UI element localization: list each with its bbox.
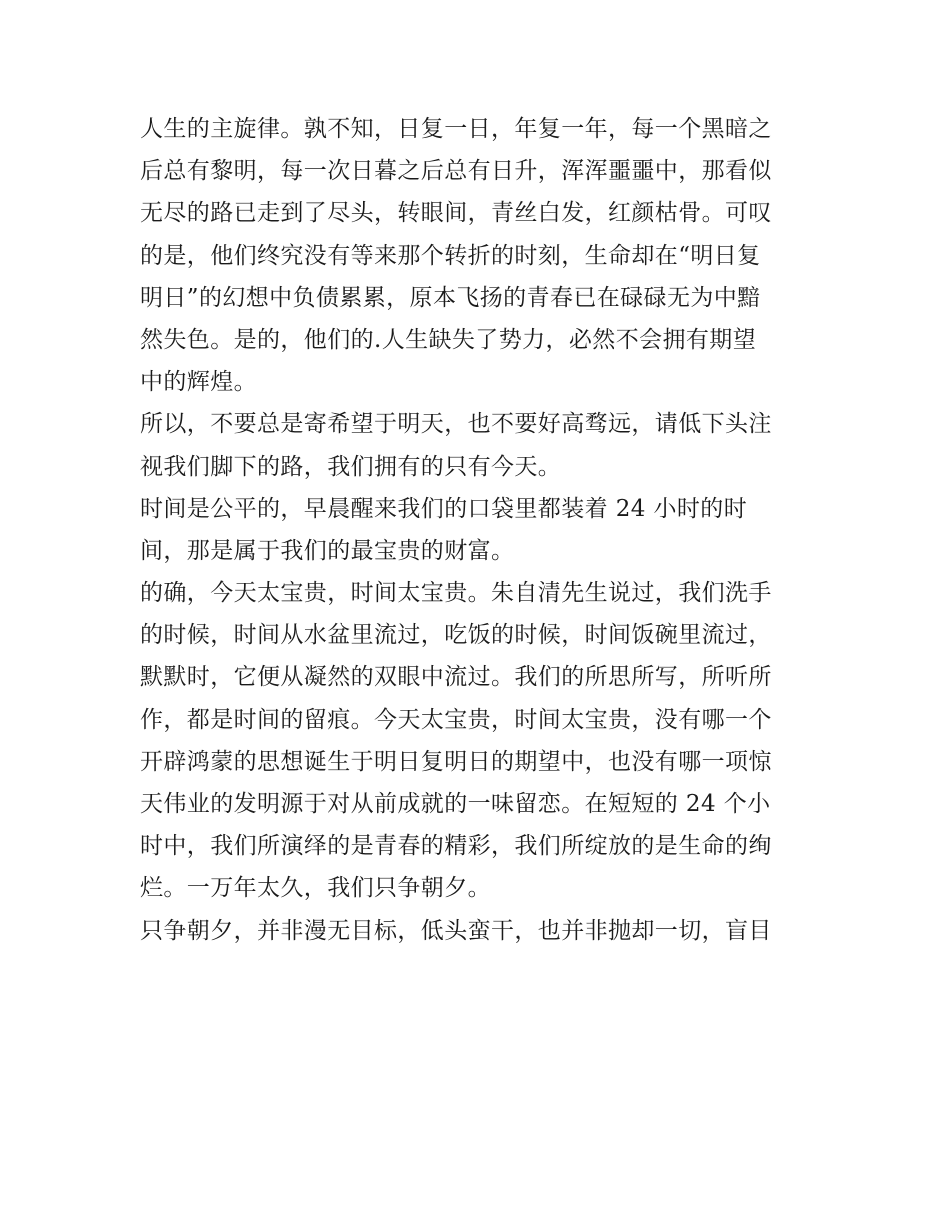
text-line: 然失色。是的，他们的.人生缺失了势力，必然不会拥有期望	[140, 326, 757, 353]
text-line: 默默时，它便从凝然的双眼中流过。我们的所思所写，所听所	[140, 664, 772, 691]
text-line: 明日”的幻想中负债累累，原本飞扬的青春已在碌碌无为中黯	[140, 284, 761, 311]
text-line: 只争朝夕，并非漫无目标，低头蛮干，也并非抛却一切，盲目	[140, 917, 772, 944]
text-line: 的是，他们终究没有等来那个转折的时刻，生命却在“明日复	[140, 242, 761, 269]
text-line: 视我们脚下的路，我们拥有的只有今天。	[140, 453, 562, 480]
text-line: 间，那是属于我们的最宝贵的财富。	[140, 537, 515, 564]
text-line: 人生的主旋律。孰不知，日复一日，年复一年，每一个黑暗之	[140, 116, 772, 142]
text-line: 作，都是时间的留痕。今天太宝贵，时间太宝贵，没有哪一个	[140, 706, 772, 733]
text-line: 后总有黎明，每一次日暮之后总有日升，浑浑噩噩中，那看似	[140, 158, 772, 185]
text-line: 的确，今天太宝贵，时间太宝贵。朱自清先生说过，我们洗手	[140, 580, 772, 607]
text-line: 天伟业的发明源于对从前成就的一味留恋。在短短的 24 个小	[140, 791, 771, 817]
text-line: 的时候，时间从水盆里流过，吃饭的时候，时间饭碗里流过，	[140, 622, 772, 649]
paragraph-2	[140, 403, 820, 487]
paragraph-3	[140, 488, 820, 572]
text-line: 时中，我们所演绎的是青春的精彩，我们所绽放的是生命的绚	[140, 833, 772, 860]
text-line: 烂。一万年太久，我们只争朝夕。	[140, 875, 491, 902]
text-line: 无尽的路已走到了尽头，转眼间，青丝白发，红颜枯骨。可叹	[140, 200, 772, 227]
paragraph-5	[140, 910, 820, 952]
document-body	[140, 108, 820, 952]
text-line: 开辟鸿蒙的思想诞生于明日复明日的期望中，也没有哪一项惊	[140, 748, 772, 775]
text-line: 时间是公平的，早晨醒来我们的口袋里都装着 24 小时的时	[140, 495, 748, 522]
text-line: 所以，不要总是寄希望于明天，也不要好高骛远，请低下头注	[140, 411, 772, 438]
paragraph-4	[140, 572, 820, 910]
paragraph-1	[140, 108, 820, 403]
text-line: 中的辉煌。	[140, 369, 257, 396]
